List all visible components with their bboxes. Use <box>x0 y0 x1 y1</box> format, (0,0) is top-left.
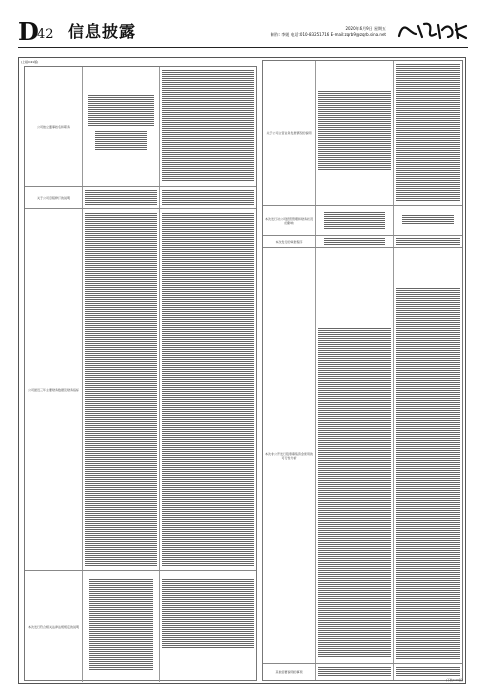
continued-from-tag: (上接C41版) <box>21 60 39 64</box>
row-label-cell <box>263 61 316 205</box>
right-disclosure-table <box>262 60 463 681</box>
before-text-cell <box>83 571 160 682</box>
text-block <box>318 328 391 658</box>
table-row <box>263 206 462 236</box>
text-block <box>396 667 460 677</box>
row-label-cell <box>263 248 316 663</box>
before-text-cell <box>316 248 394 663</box>
before-text-cell <box>316 236 394 247</box>
page-number: 42 <box>37 27 54 42</box>
row-label: 本次发行对公司经营管理和财务状况的影响 <box>265 216 314 225</box>
before-text-cell <box>83 187 160 208</box>
text-block <box>396 64 460 202</box>
row-label-cell <box>263 206 316 235</box>
newspaper-logo <box>396 20 468 42</box>
text-block <box>88 95 154 127</box>
row-label: 其他需要说明的事项 <box>275 670 303 674</box>
text-block <box>89 579 153 671</box>
after-text-cell <box>160 209 256 570</box>
table-row <box>263 61 462 206</box>
text-block <box>318 667 391 677</box>
row-label-cell <box>25 571 83 682</box>
table-row <box>25 187 256 209</box>
text-block <box>396 288 460 660</box>
after-text-cell <box>160 187 256 208</box>
header-rule <box>18 47 468 48</box>
row-label: 关于公司主营业务发展情况的说明 <box>266 131 312 135</box>
text-block <box>324 212 385 230</box>
before-text-cell <box>83 67 160 186</box>
row-label: 本次发行符合相关法律法规规定的说明 <box>27 624 79 629</box>
row-label-cell <box>263 236 316 247</box>
text-block <box>95 131 147 151</box>
row-label-cell <box>25 67 83 186</box>
after-text-cell <box>394 248 462 663</box>
text-block <box>85 190 157 206</box>
before-text-cell <box>316 664 394 680</box>
row-label-cell <box>25 209 83 570</box>
text-block <box>162 213 254 567</box>
text-block <box>324 238 385 246</box>
row-label-cell <box>25 187 83 208</box>
row-label: 公司独立董事姓名和职务 <box>36 124 70 129</box>
contact-line: 制作: 李媛 电话:010-83251716 E-mail:zqrb9@zqrb.sina.net <box>270 32 386 37</box>
row-label-cell <box>263 664 316 680</box>
table-row <box>25 67 256 187</box>
text-block <box>318 91 391 171</box>
before-text-cell <box>83 209 160 570</box>
row-label: 本次发行的审批程序 <box>275 239 303 244</box>
text-block <box>162 579 254 649</box>
text-block <box>85 213 157 567</box>
page-header <box>18 17 468 46</box>
section-letter: D <box>18 17 39 46</box>
after-text-cell <box>394 61 462 205</box>
row-label: 关于公司章程修订的说明 <box>36 195 70 200</box>
date-line: 2020年6月9日 星期五 <box>345 26 386 31</box>
continued-to-tag: (下转C43版) <box>445 678 463 682</box>
table-row <box>263 236 462 248</box>
before-text-cell <box>316 206 394 235</box>
text-block <box>396 238 460 246</box>
after-text-cell <box>394 236 462 247</box>
text-block <box>162 190 254 206</box>
row-label: 公司最近三年主要财务数据及财务指标 <box>27 387 79 392</box>
section-title: 信息披露 <box>68 22 137 41</box>
text-block <box>402 215 454 225</box>
table-row <box>263 248 462 664</box>
text-block <box>162 70 254 182</box>
left-disclosure-table <box>24 66 257 681</box>
row-label: 本次非公开发行股票募集资金使用的可行性分析 <box>265 451 314 460</box>
table-row <box>25 209 256 571</box>
page-frame <box>18 57 466 684</box>
after-text-cell <box>160 571 256 682</box>
after-text-cell <box>160 67 256 186</box>
before-text-cell <box>316 61 394 205</box>
header-meta <box>271 26 386 38</box>
after-text-cell <box>394 206 462 235</box>
table-row <box>25 571 256 682</box>
table-row <box>263 664 462 680</box>
